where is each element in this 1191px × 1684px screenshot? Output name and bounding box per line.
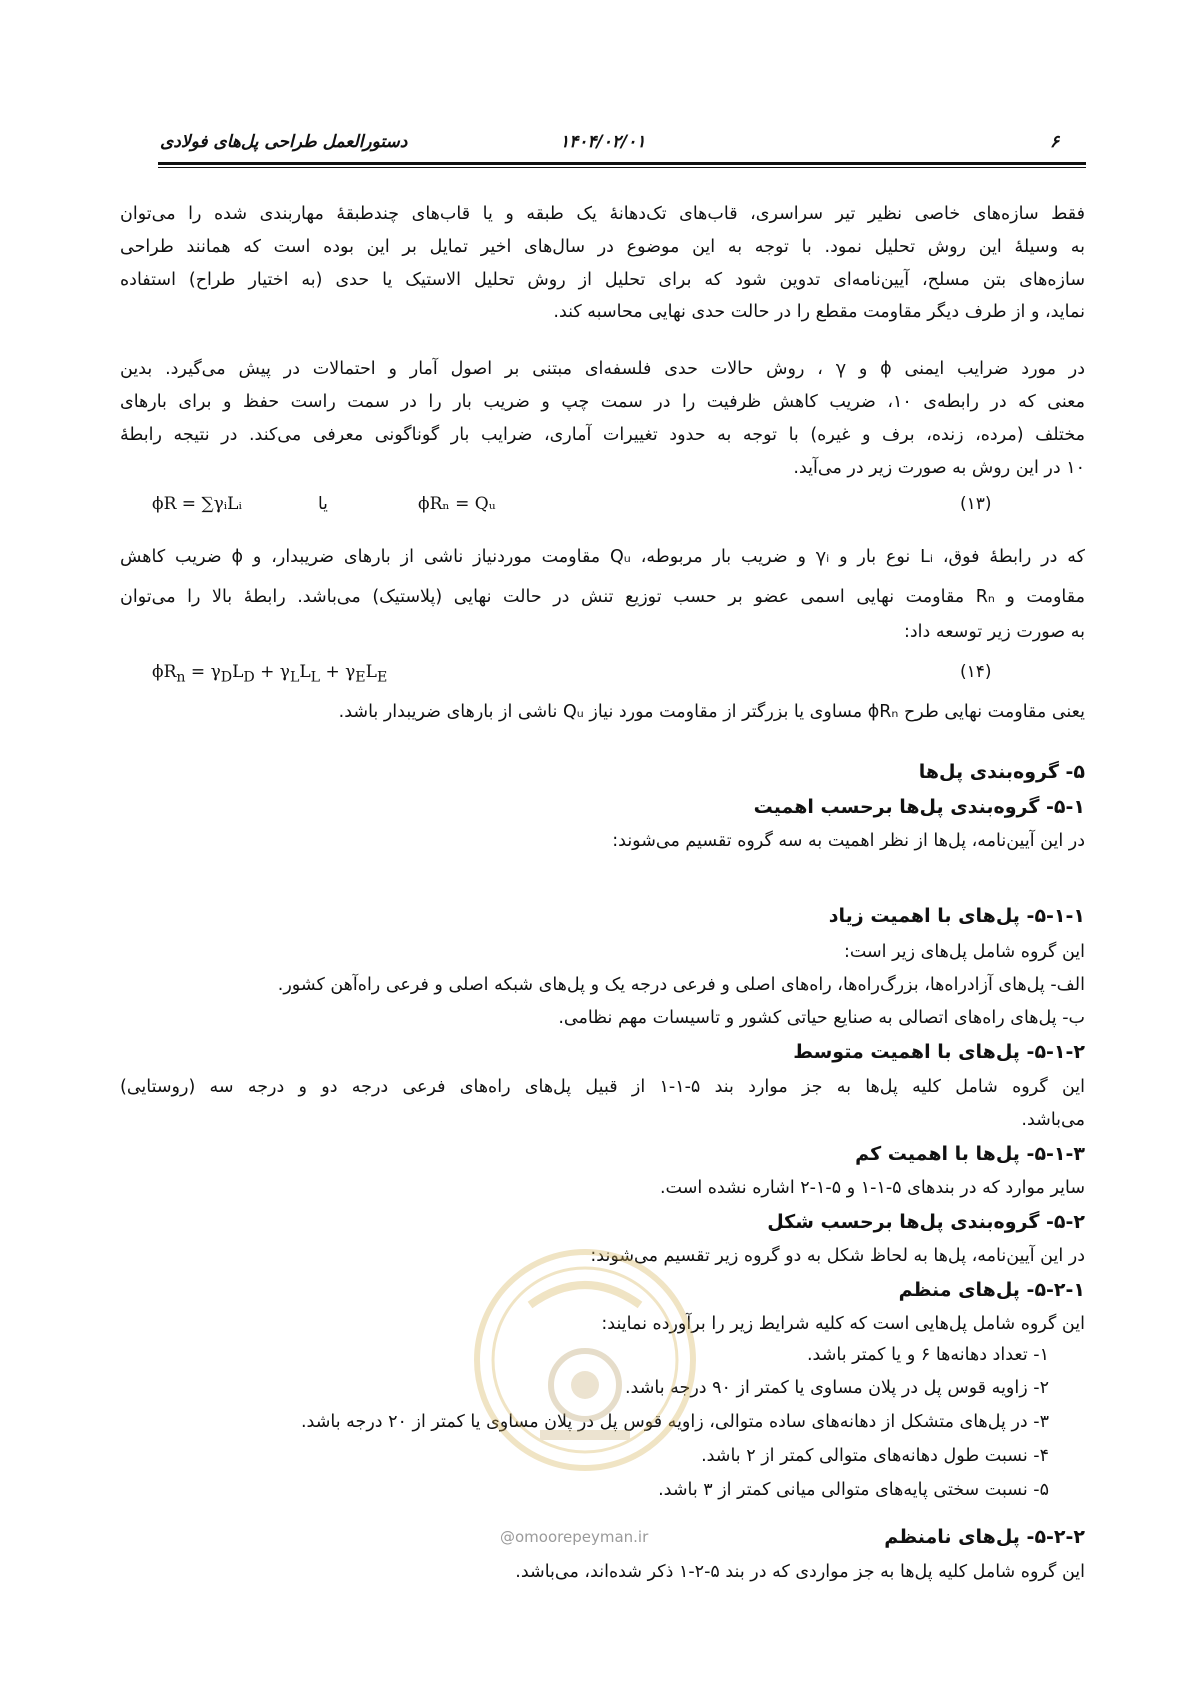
paragraph-line: در این آیین‌نامه، پل‌ها از نظر اهمیت به سه گروه تقسیم می‌شوند: (612, 831, 1085, 851)
list-item: ۴- نسبت طول دهانه‌های متوالی کمتر از ۲ باشد. (701, 1446, 1049, 1466)
equation-13-number: (۱۳) (960, 494, 992, 514)
subsubsection-heading: ۵-۲-۱- پل‌های منظم (898, 1279, 1085, 1301)
paragraph-line: ب- پل‌های راه‌های اتصالی به صنایع حیاتی کشور و تاسیسات مهم نظامی. (558, 1008, 1085, 1028)
page-header (160, 128, 1085, 162)
paragraph-line: معنی که در رابطه‌ی ۱۰، ضریب کاهش ظرفیت را در سمت چپ و ضریب بار را در سمت راست حفظ و برای بارهای (120, 392, 1085, 412)
section-heading: ۵- گروه‌بندی پل‌ها (918, 761, 1085, 783)
list-item: ۳- در پل‌های متشکل از دهانه‌های ساده متوالی، زاویه قوس پل در پلان مساوی یا کمتر از ۲۰ درجه باشد. (300, 1412, 1049, 1432)
paragraph-line: این گروه شامل پل‌هایی است که کلیه شرایط زیر را برآورده نمایند: (601, 1314, 1085, 1334)
paragraph-line: این گروه شامل کلیه پل‌ها به جز مواردی که در بند ۵-۲-۱ ذکر شده‌اند، می‌باشد. (515, 1562, 1085, 1582)
paragraph-line: سازه‌های بتن مسلح، آیین‌نامه‌ای تدوین شود که برای تحلیل از روش تحلیل الاستیک یا حدی (به اختیار طراح) استفاده (120, 270, 1085, 290)
header-rule-thin (158, 167, 1086, 168)
paragraph-line: فقط سازه‌های خاصی نظیر تیر سراسری، قاب‌های تک‌دهانهٔ یک طبقه و یا قاب‌های چندطبقهٔ مهاربندی شده را می‌توان (120, 204, 1085, 224)
paragraph-line: به صورت زیر توسعه داد: (903, 622, 1085, 642)
list-item: ۱- تعداد دهانه‌ها ۶ و یا کمتر باشد. (806, 1345, 1049, 1365)
paragraph-line: مختلف (مرده، زنده، برف و غیره) با توجه به حدود تغییرات آماری، ضرایب بار گوناگونی معرفی می‌کند. در نتیجه رابطهٔ (120, 425, 1085, 445)
subsubsection-heading: ۵-۱-۱- پل‌های با اهمیت زیاد (828, 905, 1085, 927)
list-item: ۵- نسبت سختی پایه‌های متوالی میانی کمتر از ۳ باشد. (658, 1480, 1049, 1500)
equation-13-or: یا (318, 494, 328, 514)
equation-13-right: ϕRₙ = Qᵤ (418, 494, 496, 514)
watermark-seal-icon (470, 1245, 700, 1475)
header-title: دستورالعمل طراحی پل‌های فولادی (160, 132, 408, 152)
page-number: ۶ (1050, 132, 1060, 152)
paragraph-line: الف- پل‌های آزادراه‌ها، بزرگ‌راه‌ها، راه‌های اصلی و فرعی درجه یک و پل‌های شبکه اصلی و فرعی راه‌آهن کشور. (277, 975, 1085, 995)
equation-14: $\phi R_n = \gamma_DL_D + \gamma_LL_L + \gamma_EL_E$ (152, 662, 388, 686)
paragraph-line: این گروه شامل پل‌های زیر است: (843, 942, 1085, 962)
paragraph-line: نماید، و از طرف دیگر مقاومت مقطع را در حالت حدی نهایی محاسبه کند. (553, 302, 1085, 322)
paragraph-line: یعنی مقاومت نهایی طرح ϕRₙ مساوی یا بزرگتر از مقاومت مورد نیاز Qᵤ ناشی از بارهای ضریبدار باشد. (338, 702, 1085, 722)
subsubsection-heading: ۵-۱-۲- پل‌های با اهمیت متوسط (793, 1041, 1085, 1063)
watermark-text: @omoorepeyman.ir (500, 1528, 649, 1546)
paragraph-line: ۱۰ در این روش به صورت زیر در می‌آید. (793, 458, 1085, 478)
paragraph-line: در این آیین‌نامه، پل‌ها به لحاظ شکل به دو گروه زیر تقسیم می‌شوند: (590, 1246, 1085, 1266)
paragraph-line: مقاومت و Rₙ مقاومت نهایی اسمی عضو بر حسب توزیع تنش در حالت نهایی (پلاستیک) می‌باشد. رابطهٔ بالا را می‌توان (120, 587, 1085, 607)
subsubsection-heading: ۵-۲-۲- پل‌های نامنظم (884, 1526, 1085, 1548)
header-date: ۱۴۰۴/۰۲/۰۱ (560, 132, 646, 152)
paragraph-line: این گروه شامل کلیه پل‌ها به جز موارد بند ۵-۱-۱ از قبیل پل‌های راه‌های فرعی درجه دو و درجه سه (روستایی) (120, 1077, 1086, 1097)
paragraph-line: می‌باشد. (1021, 1110, 1085, 1130)
subsubsection-heading: ۵-۱-۳- پل‌ها با اهمیت کم (855, 1143, 1085, 1165)
subsection-heading: ۵-۱- گروه‌بندی پل‌ها برحسب اهمیت (753, 796, 1085, 818)
paragraph-line: در مورد ضرایب ایمنی ϕ و γ ، روش حالات حدی فلسفه‌ای مبتنی بر اصول آمار و احتمالات در پیش می‌گیرد. بدین (120, 359, 1085, 379)
paragraph-line: که در رابطهٔ فوق، Lᵢ نوع بار و γᵢ و ضریب بار مربوطه، Qᵤ مقاومت موردنیاز ناشی از بارهای ضریبدار، و ϕ ضریب کاهش (120, 547, 1085, 567)
equation-14-number: (۱۴) (960, 662, 992, 682)
header-rule-thick (158, 162, 1086, 165)
paragraph-line: به وسیلهٔ این روش تحلیل نمود. با توجه به این موضوع در سال‌های اخیر تمایل بر این بوده است که همانند طراحی (120, 237, 1085, 257)
list-item: ۲- زاویه قوس پل در پلان مساوی یا کمتر از ۹۰ درجه باشد. (624, 1378, 1049, 1398)
subsection-heading: ۵-۲- گروه‌بندی پل‌ها برحسب شکل (767, 1211, 1085, 1233)
paragraph-line: سایر موارد که در بندهای ۵-۱-۱ و ۵-۱-۲ اشاره نشده است. (659, 1178, 1085, 1198)
equation-13-left: ϕR = ∑γᵢLᵢ (152, 494, 242, 514)
